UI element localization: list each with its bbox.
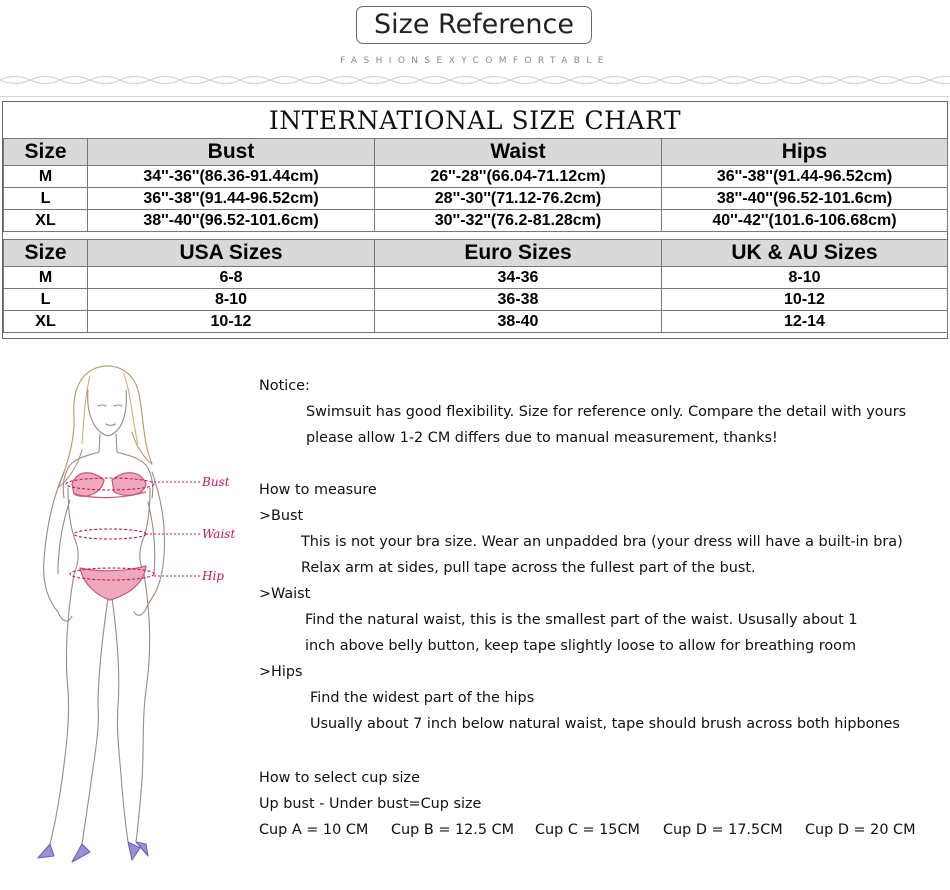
cup-size-formula: Up bust - Under bust=Cup size (259, 796, 482, 812)
table-cell: 36-38 (375, 289, 662, 311)
table-row (4, 188, 948, 210)
header-cell: UK & AU Sizes (662, 240, 948, 267)
body-measurement-illustration (28, 360, 238, 865)
table-cell: 38''-40''(96.52-101.6cm) (88, 210, 375, 232)
table-cell: 26''-28''(66.04-71.12cm) (375, 166, 662, 188)
size-cell: XL (4, 311, 88, 333)
hips-title: >Hips (259, 664, 303, 680)
cup-size-item: Cup D = 17.5CM (663, 822, 783, 838)
table-cell: 10-12 (662, 289, 948, 311)
table-row (4, 311, 948, 333)
cup-size-item: Cup B = 12.5 CM (391, 822, 515, 838)
header-cell: Size (4, 240, 88, 267)
table-row (4, 166, 948, 188)
bust-title: >Bust (259, 508, 304, 524)
waist-text: inch above belly button, keep tape slightly loose to allow for breathing room (305, 638, 856, 654)
bust-text: This is not your bra size. Wear an unpadded bra (your dress will have a built-in bra) (301, 534, 903, 550)
size-chart-title: INTERNATIONAL SIZE CHART (268, 106, 682, 135)
table-cell: 10-12 (88, 311, 375, 333)
table-row (4, 210, 948, 232)
table-row (4, 267, 948, 289)
header-cell: Euro Sizes (375, 240, 662, 267)
divider-line (0, 96, 950, 97)
conversion-table (3, 239, 948, 333)
waist-title: >Waist (259, 586, 311, 602)
table-cell: 34''-36''(86.36-91.44cm) (88, 166, 375, 188)
table-header-row (4, 240, 948, 267)
hips-text: Find the widest part of the hips (310, 690, 535, 706)
table-cell: 6-8 (88, 267, 375, 289)
notice-text: Swimsuit has good flexibility. Size for reference only. Compare the detail with yours (306, 404, 907, 420)
cup-size-item: Cup D = 20 CM (805, 822, 916, 838)
table-cell: 12-14 (662, 311, 948, 333)
size-cell: L (4, 289, 88, 311)
table-cell: 40''-42''(101.6-106.68cm) (662, 210, 948, 232)
header-cell: Hips (662, 139, 948, 166)
size-cell: M (4, 267, 88, 289)
header-cell: Bust (88, 139, 375, 166)
table-cell: 36''-38''(91.44-96.52cm) (88, 188, 375, 210)
cup-size-list (259, 820, 939, 840)
table-cell: 38-40 (375, 311, 662, 333)
table-cell: 28''-30''(71.12-76.2cm) (375, 188, 662, 210)
bust-label: Bust (202, 475, 230, 489)
cup-size-item: Cup A = 10 CM (259, 822, 369, 838)
cup-size-item: Cup C = 15CM (535, 822, 640, 838)
header-cell: Size (4, 139, 88, 166)
bust-text: Relax arm at sides, pull tape across the fullest part of the bust. (301, 560, 756, 576)
wave-divider (0, 70, 950, 90)
header-cell: Waist (375, 139, 662, 166)
table-cell: 34-36 (375, 267, 662, 289)
table-cell: 30''-32''(76.2-81.28cm) (375, 210, 662, 232)
table-cell: 38''-40''(96.52-101.6cm) (662, 188, 948, 210)
size-cell: M (4, 166, 88, 188)
measurement-table (3, 138, 948, 232)
table-cell: 8-10 (88, 289, 375, 311)
how-to-measure-title: How to measure (259, 482, 377, 498)
page-title: Size Reference (356, 6, 592, 44)
table-cell: 8-10 (662, 267, 948, 289)
notice-title: Notice: (259, 378, 310, 394)
hips-text: Usually about 7 inch below natural waist, tape should brush across both hipbones (310, 716, 900, 732)
notice-text: please allow 1-2 CM differs due to manual measurement, thanks! (306, 430, 778, 446)
size-cell: XL (4, 210, 88, 232)
hip-label: Hip (202, 569, 224, 583)
waist-text: Find the natural waist, this is the smallest part of the waist. Ususally about 1 (305, 612, 858, 628)
waist-label: Waist (202, 527, 236, 541)
tagline: FASHIONSEXYCOMFORTABLE (340, 56, 610, 66)
size-chart (2, 101, 948, 339)
table-cell: 36''-38''(91.44-96.52cm) (662, 166, 948, 188)
table-header-row (4, 139, 948, 166)
header-cell: USA Sizes (88, 240, 375, 267)
cup-size-title: How to select cup size (259, 770, 420, 786)
size-cell: L (4, 188, 88, 210)
table-row (4, 289, 948, 311)
